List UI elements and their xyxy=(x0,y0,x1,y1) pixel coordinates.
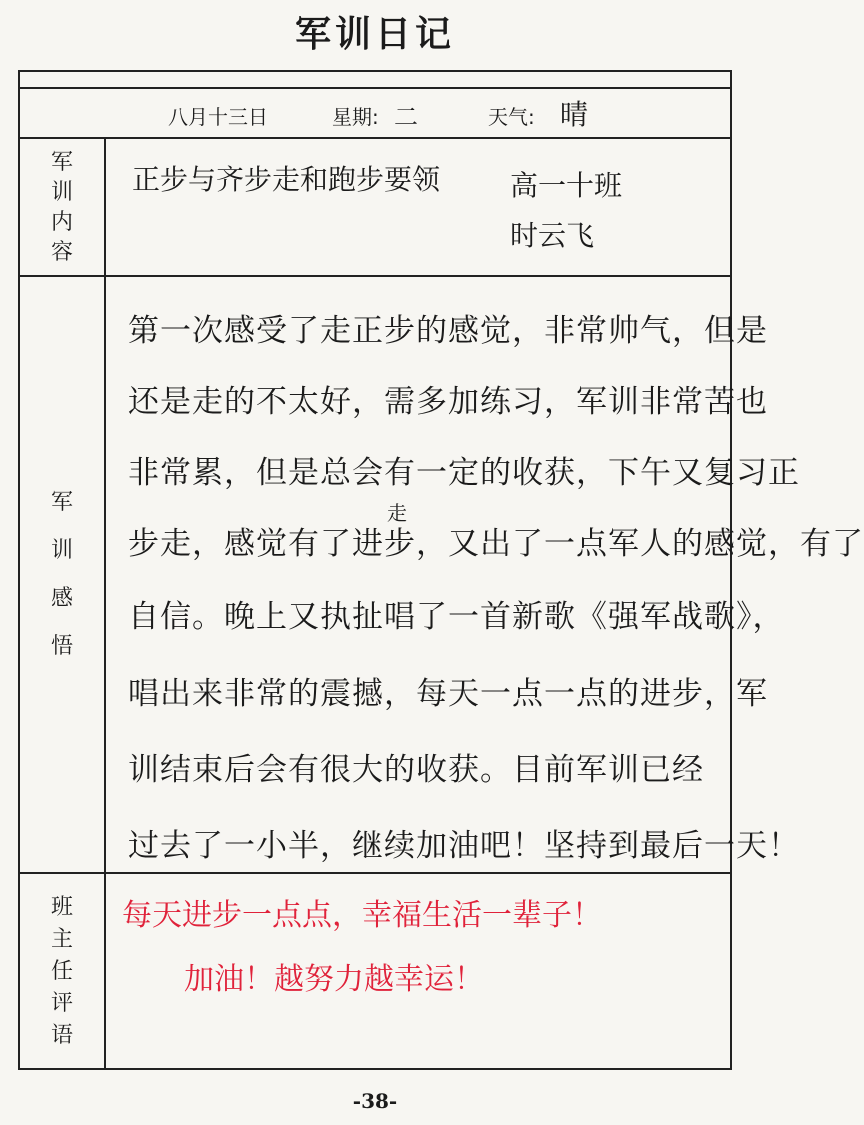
class-name: 高一十班 xyxy=(510,169,623,202)
reflection-line-8: 过去了一小半，继续加油吧！坚持到最后一天！ xyxy=(128,828,800,864)
weather-value: 晴 xyxy=(560,98,589,131)
training-content-label: 军 训 内 容 xyxy=(50,150,73,265)
insertion-mark: 走 xyxy=(387,501,407,525)
reflection-line-5: 自信。晚上又执扯唱了一首新歌《强军战歌》， xyxy=(128,599,785,635)
date-text: 八月十三日 xyxy=(168,105,268,129)
teacher-comment-label: 班 主 任 评 语 xyxy=(50,895,73,1048)
column-divider xyxy=(104,139,106,1070)
reflection-line-3: 非常累，但是总会有一定的收获，下午又复习正 xyxy=(128,455,800,491)
page-number: -38- xyxy=(352,1089,398,1113)
reflection-line-4: 步走，感觉有了进步，又出了一点军人的感觉，有了 xyxy=(128,526,864,562)
page-title: 军训日记 xyxy=(294,14,455,55)
date-row xyxy=(20,87,730,139)
reflection-line-7: 训结束后会有很大的收获。目前军训已经 xyxy=(128,752,704,788)
row-divider-reflection xyxy=(20,872,730,874)
reflection-line-2: 还是走的不太好，需多加练习，军训非常苦也 xyxy=(128,384,768,420)
weekday-label: 星期: xyxy=(332,105,379,129)
training-content-text: 正步与齐步走和跑步要领 xyxy=(132,163,441,196)
weekday-value: 二 xyxy=(394,103,418,131)
teacher-comment-line-1: 每天进步一点点，幸福生活一辈子！ xyxy=(122,898,602,933)
weather-label: 天气: xyxy=(488,105,535,129)
diary-sheet xyxy=(18,70,864,1070)
teacher-comment-line-2: 加油！越努力越幸运！ xyxy=(184,962,484,997)
student-name: 时云飞 xyxy=(510,219,595,252)
reflection-line-1: 第一次感受了走正步的感觉，非常帅气，但是 xyxy=(128,313,768,349)
row-divider-content xyxy=(20,275,730,277)
reflection-line-6: 唱出来非常的震撼，每天一点一点的进步，军 xyxy=(128,676,768,712)
reflection-label: 军 训 感 悟 xyxy=(50,489,73,659)
